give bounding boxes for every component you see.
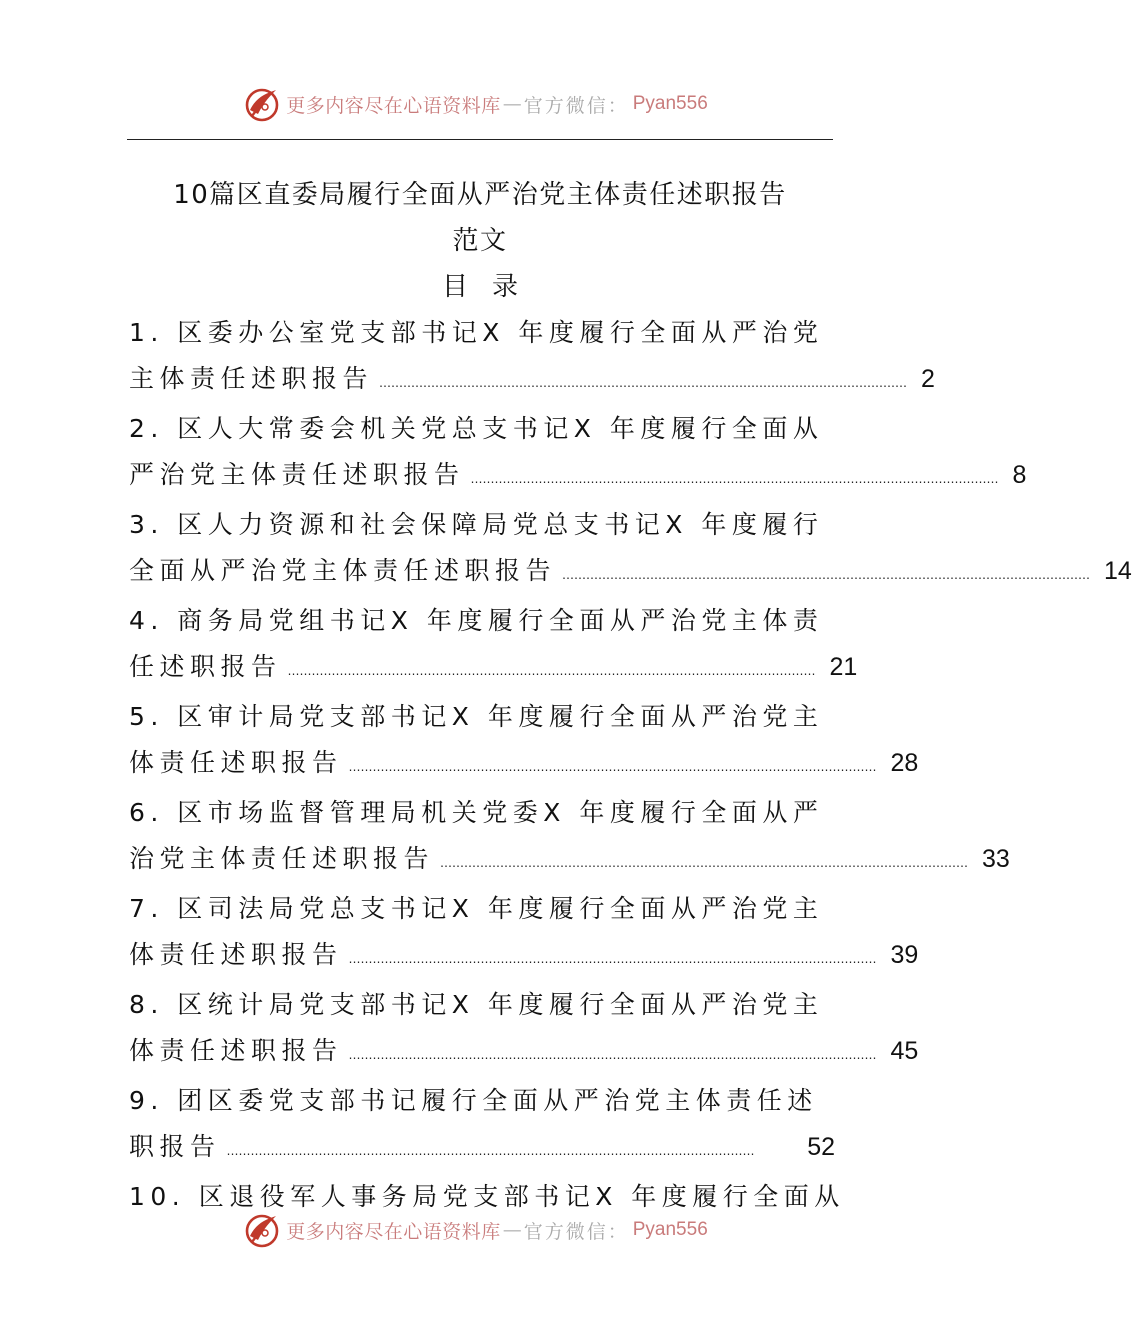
- toc-entry-title: 6. 区市场监督管理局机关党委X 年度履行全面从严: [129, 798, 824, 827]
- toc-entry-title-cont: 严治党主体责任述职报告: [129, 460, 465, 489]
- document-title: [128, 172, 832, 264]
- toc-entry[interactable]: [129, 982, 919, 1078]
- toc-entry-title-cont: 体责任述职报告: [129, 1036, 343, 1065]
- dot-leader: ……………………………………………………………………………………………………………………: [287, 664, 816, 678]
- toc-entry-title-cont: 体责任述职报告: [129, 940, 343, 969]
- watermark-dash: —: [502, 93, 522, 115]
- toc-heading: 目录: [441, 272, 542, 302]
- watermark-official-label: 官方微信：: [523, 94, 629, 117]
- table-of-contents: [129, 310, 1132, 1220]
- dot-leader: ……………………………………………………………………………………………………………………: [379, 376, 908, 390]
- toc-entry-title: 8. 区统计局党支部书记X 年度履行全面从严治党主: [129, 990, 824, 1019]
- watermark-official-label: 官方微信：: [523, 1220, 629, 1243]
- watermark-text: 更多内容尽在心语资料库: [286, 1220, 501, 1243]
- toc-entry-title: 9. 团区委党支部书记履行全面从严治党主体责任述: [129, 1086, 818, 1115]
- toc-entry-title: 4. 商务局党组书记X 年度履行全面从严治党主体责: [129, 606, 824, 635]
- toc-entry-title: 2. 区人大常委会机关党总支书记X 年度履行全面从: [129, 414, 824, 443]
- toc-entry-title-cont: 任述职报告: [129, 652, 282, 681]
- toc-entry-title-cont: 全面从严治党主体责任述职报告: [129, 556, 557, 585]
- watermark-text: 更多内容尽在心语资料库: [286, 94, 501, 117]
- dot-leader: ……………………………………………………………………………………………………………………: [470, 472, 999, 486]
- brand-logo-icon: [242, 1210, 282, 1250]
- toc-entry-title-cont: 治党主体责任述职报告: [129, 844, 435, 873]
- toc-entry[interactable]: [129, 310, 935, 406]
- dot-leader: ……………………………………………………………………………………………………………………: [562, 568, 1091, 582]
- brand-logo-icon: [242, 84, 282, 124]
- dot-leader: ……………………………………………………………………………………………………………………: [348, 952, 877, 966]
- toc-entry-title-cont: 体责任述职报告: [129, 748, 343, 777]
- toc-page-number: 52: [807, 1133, 835, 1161]
- toc-page-number: 45: [890, 1037, 919, 1065]
- toc-page-number: 14: [1104, 557, 1132, 585]
- toc-page-number: 33: [982, 845, 1010, 873]
- header-watermark: [0, 82, 950, 126]
- toc-entry-title: 3. 区人力资源和社会保障局党总支书记X 年度履行: [129, 510, 824, 539]
- toc-entry-title: 10. 区退役军人事务局党支部书记X 年度履行全面从: [129, 1182, 845, 1211]
- toc-entry-title-cont: 职报告: [129, 1132, 221, 1161]
- watermark-wechat-id: Pyan556: [632, 93, 708, 114]
- footer-watermark: [0, 1208, 950, 1252]
- toc-entry[interactable]: [129, 1078, 835, 1174]
- title-line-1: 10篇区直委局履行全面从严治党主体责任述职报告: [173, 180, 787, 210]
- toc-page-number: 21: [829, 653, 858, 681]
- toc-page-number: 2: [921, 365, 935, 393]
- title-line-2: 范文: [452, 226, 508, 256]
- dot-leader: ……………………………………………………………………………………………………………………: [348, 760, 877, 774]
- dot-leader: ……………………………………………………………………………………………………………………: [226, 1144, 755, 1158]
- toc-entry[interactable]: [129, 502, 1132, 598]
- toc-entry[interactable]: [129, 886, 919, 982]
- toc-entry[interactable]: [129, 406, 1027, 502]
- watermark-wechat-id: Pyan556: [632, 1219, 708, 1240]
- toc-page-number: 28: [890, 749, 919, 777]
- toc-page-number: 39: [890, 941, 919, 969]
- toc-entry[interactable]: [129, 694, 919, 790]
- watermark-dash: —: [502, 1219, 522, 1241]
- toc-entry-title: 7. 区司法局党总支书记X 年度履行全面从严治党主: [129, 894, 824, 923]
- toc-entry[interactable]: [129, 790, 1010, 886]
- toc-entry-title: 5. 区审计局党支部书记X 年度履行全面从严治党主: [129, 702, 824, 731]
- header-divider: [127, 139, 833, 140]
- toc-page-number: 8: [1012, 461, 1027, 489]
- dot-leader: ……………………………………………………………………………………………………………………: [348, 1048, 877, 1062]
- toc-entry-title: 1. 区委办公室党支部书记X 年度履行全面从严治党: [129, 318, 824, 347]
- toc-entry[interactable]: [129, 598, 858, 694]
- dot-leader: ……………………………………………………………………………………………………………………: [440, 856, 969, 870]
- toc-entry-title-cont: 主体责任述职报告: [129, 364, 374, 393]
